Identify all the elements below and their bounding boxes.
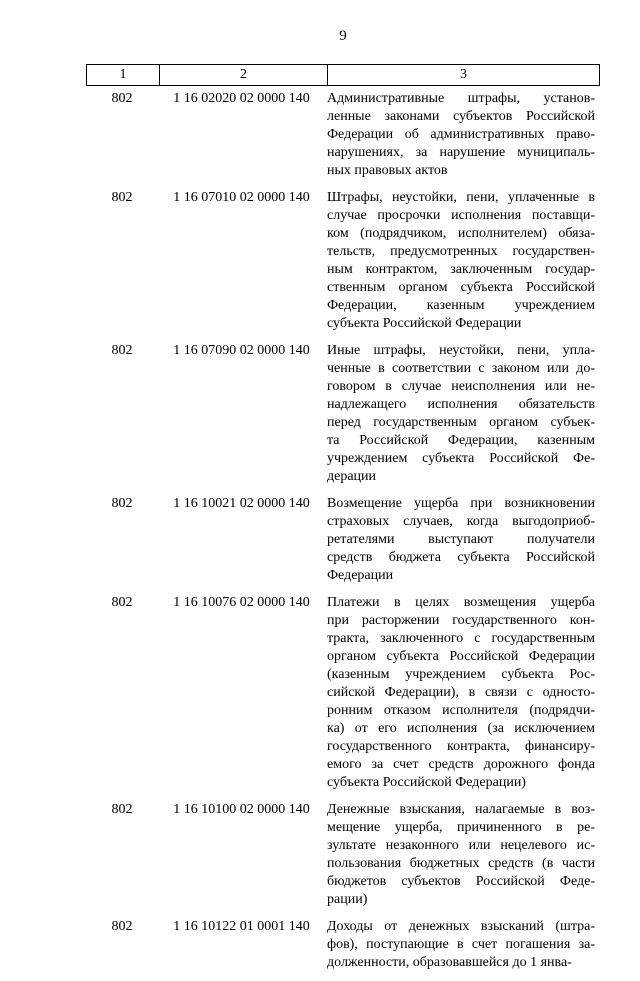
table-row [86,594,600,792]
description-line: при расторжении государственного кон- [327,613,595,628]
description-line: Федерации об административных право- [327,127,595,142]
description-line: государственного контракта, финансиру- [327,739,595,754]
column-header-table [86,64,600,86]
admin-code-cell: 802 [111,802,133,817]
description-line: рации) [327,892,368,907]
column-header-2: 2 [160,65,328,86]
description-line: Доходы от денежных взысканий (штра- [327,919,595,934]
description-line: ка) от его исполнения (за исключением [327,721,595,736]
description-line: средств бюджета субъекта Российской [327,550,595,565]
description-line: сийской Федерации), в связи с односто- [327,685,595,700]
table-row [86,495,600,585]
description-cell [327,342,595,486]
description-cell [327,918,595,972]
description-line: Административные штрафы, установ- [327,91,595,106]
description-line: Федерации, казенным учреждением [327,298,595,313]
table-row [86,342,600,486]
description-line: Платежи в целях возмещения ущерба [327,595,595,610]
admin-code-cell: 802 [111,496,133,511]
description-line: долженности, образовавшейся до 1 янва- [327,955,572,970]
description-line: нарушениях, за нарушение муниципаль- [327,145,595,160]
admin-code-cell: 802 [111,190,133,205]
description-cell [327,189,595,333]
description-line: учреждением субъекта Российской Фе- [327,451,595,466]
column-header-3: 3 [328,65,600,86]
description-line: ных правовых актов [327,163,448,178]
description-line: Иные штрафы, неустойки, пени, упла- [327,343,595,358]
description-line: та Российской Федерации, казенным [327,433,595,448]
budget-code-cell: 1 16 02020 02 0000 140 [173,91,310,106]
description-line: тельств, предусмотренных государствен- [327,244,595,259]
description-line: ретателями выступают получатели [327,532,595,547]
budget-code-cell: 1 16 10122 01 0001 140 [173,919,310,934]
table-row [86,801,600,909]
description-line: ком (подрядчиком, исполнителем) обяза- [327,226,595,241]
description-line: Штрафы, неустойки, пени, уплаченные в [327,190,595,205]
description-line: бюджетов субъектов Российской Феде- [327,874,595,889]
description-line: пользования бюджетных средств (в части [327,856,595,871]
description-line: мещение ущерба, причиненного в ре- [327,820,595,835]
description-line: Федерации [327,568,394,583]
description-line: ственным органом субъекта Российской [327,280,595,295]
description-line: субъекта Российской Федерации) [327,775,526,790]
table-row [86,918,600,972]
admin-code-cell: 802 [111,343,133,358]
description-line: дерации [327,469,377,484]
description-line: перед государственным органом субъек- [327,415,595,430]
page-number: 9 [339,28,347,44]
description-line: ченные в соответствии с законом или до- [327,361,595,376]
description-line: ным контрактом, заключенным государ- [327,262,595,277]
table-body [86,90,600,981]
description-line: ронним отказом исполнителя (подрядчи- [327,703,595,718]
column-header-1: 1 [87,65,160,86]
description-cell [327,801,595,909]
table-row [86,189,600,333]
budget-code-cell: 1 16 07090 02 0000 140 [173,343,310,358]
description-line: страховых случаев, когда выгодоприоб- [327,514,595,529]
description-line: Денежные взыскания, налагаемые в воз- [327,802,595,817]
description-line: Возмещение ущерба при возникновении [327,496,595,511]
description-cell [327,90,595,180]
budget-code-cell: 1 16 10076 02 0000 140 [173,595,310,610]
description-line: зультате незаконного или нецелевого ис- [327,838,595,853]
description-line: ленные законами субъектов Российской [327,109,595,124]
description-line: тракта, заключенного с государственным [327,631,595,646]
admin-code-cell: 802 [111,595,133,610]
description-line: говором в случае неисполнения или не- [327,379,595,394]
budget-code-cell: 1 16 10100 02 0000 140 [173,802,310,817]
description-cell [327,495,595,585]
description-line: (казенным учреждением субъекта Рос- [327,667,595,682]
description-line: случае просрочки исполнения поставщи- [327,208,595,223]
admin-code-cell: 802 [111,919,133,934]
description-line: емого за счет средств дорожного фонда [327,757,595,772]
description-line: фов), поступающие в счет погашения за- [327,937,595,952]
budget-code-cell: 1 16 07010 02 0000 140 [173,190,310,205]
description-line: органом субъекта Российской Федерации [327,649,595,664]
column-header-row [87,65,600,86]
admin-code-cell: 802 [111,91,133,106]
description-cell [327,594,595,792]
description-line: субъекта Российской Федерации [327,316,522,331]
description-line: надлежащего исполнения обязательств [327,397,595,412]
budget-code-cell: 1 16 10021 02 0000 140 [173,496,310,511]
table-row [86,90,600,180]
